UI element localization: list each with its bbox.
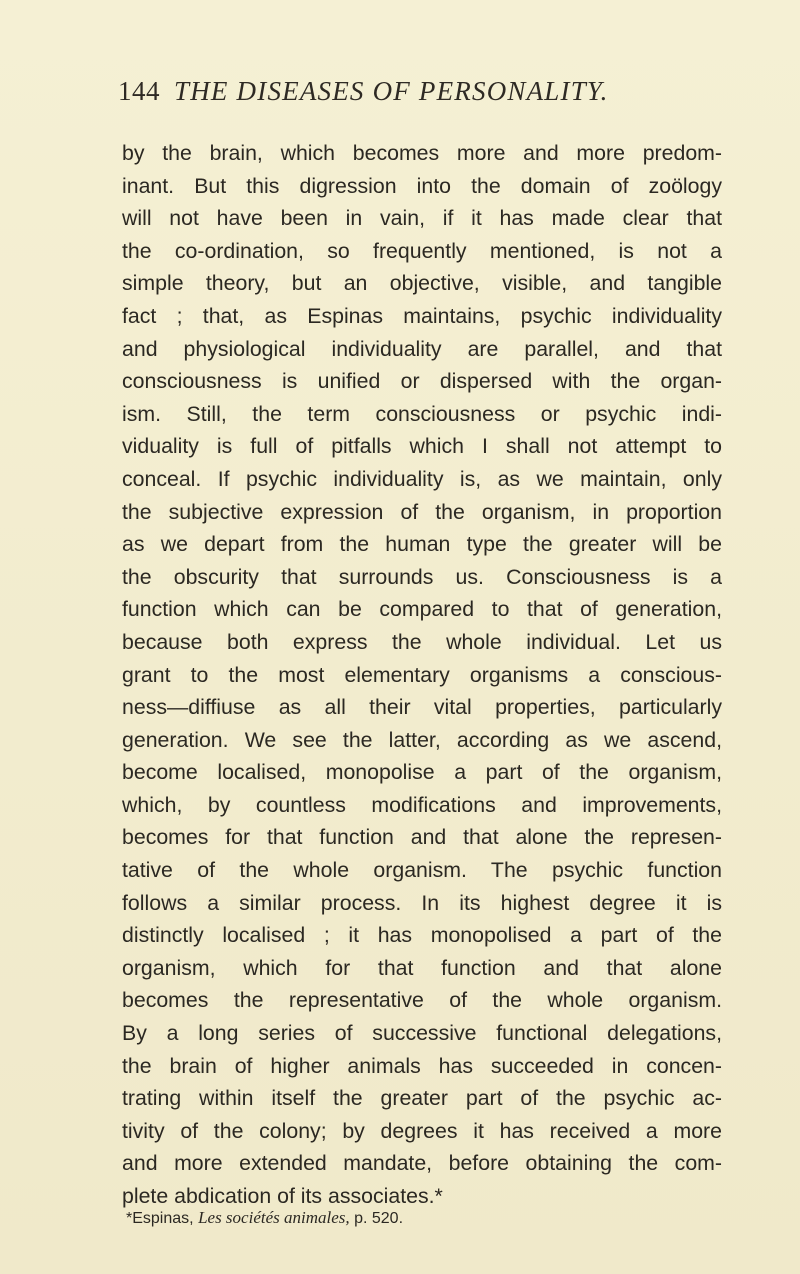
footnote-marker: * [126, 1210, 133, 1227]
text-line: tative of the whole organism. The psychic function [122, 858, 722, 883]
text-line: because both express the whole individual. Let us [122, 629, 722, 654]
text-line: the obscurity that surrounds us. Consciousness is a [122, 564, 722, 589]
text-line: by the brain, which becomes more and more predom- [122, 141, 722, 165]
footnote-title: Les sociétés animales, [198, 1208, 350, 1227]
text-line: viduality is full of pitfalls which I shall not attempt to [122, 434, 722, 459]
text-line: function which can be compared to that of generation, [122, 597, 722, 622]
text-line: By a long series of successive functional delegations, [122, 1021, 722, 1046]
text-line: becomes for that function and that alone the represen- [122, 825, 722, 850]
text-line: as we depart from the human type the greater will be [122, 532, 722, 557]
text-line: which, by countless modifications and improvements, [122, 792, 722, 817]
body-text [122, 137, 722, 1213]
footnote [126, 1208, 403, 1228]
text-line: organism, which for that function and that alone [122, 955, 722, 980]
text-line: the brain of higher animals has succeeded in concen- [122, 1053, 722, 1078]
text-line: ness—diffiuse as all their vital properties, particularly [122, 695, 722, 720]
text-line: fact ; that, as Espinas maintains, psychic individuality [122, 303, 722, 328]
text-line: conceal. If psychic individuality is, as we maintain, only [122, 466, 722, 491]
text-line: the co-ordination, so frequently mentioned, is not a [122, 238, 722, 263]
text-line: will not have been in vain, if it has made clear that [122, 206, 722, 231]
text-line: and more extended mandate, before obtaining the com- [122, 1151, 722, 1176]
text-line: consciousness is unified or dispersed with the organ- [122, 369, 722, 394]
text-line: tivity of the colony; by degrees it has received a more [122, 1118, 722, 1143]
text-line: simple theory, but an objective, visible, and tangible [122, 271, 722, 296]
text-line: distinctly localised ; it has monopolised a part of the [122, 923, 722, 948]
text-line: generation. We see the latter, according as we ascend, [122, 727, 722, 752]
text-line: becomes the representative of the whole organism. [122, 988, 722, 1013]
text-line: the subjective expression of the organism, in proportion [122, 499, 722, 524]
text-line: trating within itself the greater part of the psychic ac- [122, 1086, 722, 1111]
text-line: ism. Still, the term consciousness or psychic indi- [122, 401, 722, 426]
text-line: inant. But this digression into the domain of zoölogy [122, 173, 722, 198]
text-line: follows a similar process. In its highest degree it is [122, 890, 722, 915]
footnote-page-ref: p. 520. [354, 1210, 404, 1227]
text-line: and physiological individuality are parallel, and that [122, 336, 722, 361]
running-title: THE DISEASES OF PERSONALITY. [174, 76, 609, 106]
page-header [118, 76, 609, 107]
footnote-author: Espinas, [132, 1210, 194, 1227]
page-number: 144 [118, 76, 160, 106]
text-line: grant to the most elementary organisms a conscious- [122, 662, 722, 687]
text-line: plete abdication of its associates.* [122, 1184, 443, 1208]
text-line: become localised, monopolise a part of the organism, [122, 760, 722, 785]
